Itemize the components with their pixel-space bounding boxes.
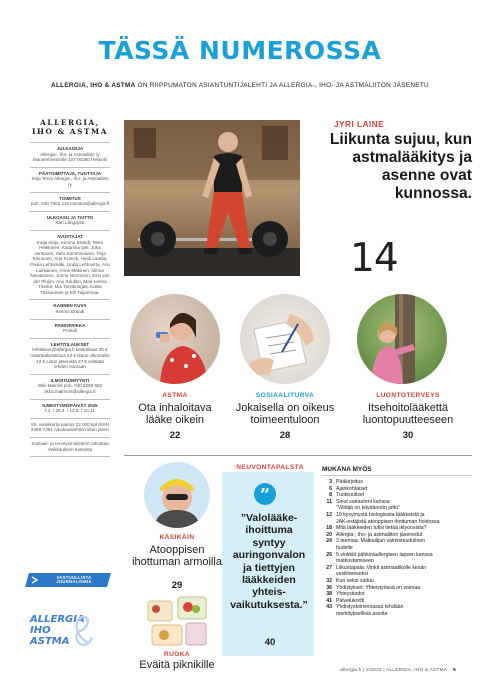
list-item-page: 8 xyxy=(329,492,332,499)
chevron-right-icon xyxy=(31,576,39,584)
list-item-title: Mitä lääkkeiden tulisi tietää iktyoosista? xyxy=(336,525,427,532)
divider xyxy=(322,475,472,476)
hero-headline: Liikunta sujuu, kun astmalääkitys ja asenne ovat kunnossa. xyxy=(329,131,472,202)
feature-page-number: 30 xyxy=(402,430,414,441)
list-item-page: 26 xyxy=(326,551,332,558)
list-item-title: 3 teemaa: Matkailijan valmisteuduiloen xyxy=(336,538,426,545)
masthead-group xyxy=(30,303,110,319)
list-item xyxy=(322,591,472,598)
feature-category: SOSIAALITURVA xyxy=(255,392,315,399)
list-item xyxy=(322,578,472,585)
magazine-logo-text: ALLERGIA, IHO & ASTMA xyxy=(31,118,109,136)
divider xyxy=(30,230,110,231)
allergia-logo: ALLERGIA IHO ASTMA xyxy=(30,611,110,661)
list-item-title: Kun seksi sattuu xyxy=(336,577,375,584)
feature-headline: Itsehoitolääkettä luontopuutteeseen xyxy=(362,402,454,426)
list-item xyxy=(322,611,472,618)
masthead-group-head: PÄÄTOIMITTAJA, TUOTTAJA xyxy=(38,170,102,176)
masthead-group-head: AVUSTAJAT xyxy=(56,233,83,239)
ruoka-headline: Eväitä piknikille xyxy=(139,659,215,671)
divider xyxy=(30,437,110,438)
list-item xyxy=(322,512,472,519)
list-item-title: hudelle xyxy=(336,544,353,551)
hero-page-number: 14 xyxy=(350,236,398,281)
masthead-group xyxy=(30,342,110,375)
masthead-group xyxy=(30,215,110,231)
list-item-page: 3 xyxy=(329,479,332,485)
list-item-title: matkustamiseen xyxy=(336,558,374,565)
divider xyxy=(30,319,110,320)
masthead-group-text: Printall xyxy=(62,328,78,334)
list-item-title: merkityksellisiä asioita xyxy=(336,610,388,617)
list-item-title: Yhdistykset: Yhteistyössä on voimaa xyxy=(336,584,421,591)
divider xyxy=(30,374,110,375)
list-item-page xyxy=(322,558,332,565)
masthead-group xyxy=(30,403,110,419)
divider xyxy=(30,192,110,193)
masthead-group xyxy=(30,323,110,339)
list-item-page xyxy=(322,519,332,526)
masthead-group-text: puh. 040 7302 118 toimitus@allergia.fi xyxy=(30,201,110,207)
list-item-title: Ajankohtaiset xyxy=(336,485,368,492)
list-item-page: 6 xyxy=(329,485,332,492)
page-subtitle xyxy=(0,82,480,89)
badge-text: VASTUULLISTA JOURNALISMIA xyxy=(56,575,92,585)
list-item xyxy=(322,558,472,565)
masthead-group-head: TOIMITUS xyxy=(59,195,81,201)
advice-column-quote: ”Valolääke-ihoittuma syntyy auringonvalon ja tiettyjen lääkkeiden yhteis-vaikutuksesta.” xyxy=(230,512,308,611)
list-item-title: Allergia-, iho- ja astmaliiton jäsenedut xyxy=(336,531,423,538)
list-item xyxy=(322,486,472,493)
subtitle-text: ON RIIPPUMATON ASIANTUNTIJALEHTI JA ALLERGIA-, IHO- JA ASTMALIITON JÄSENETU xyxy=(135,82,429,89)
feature-headline: Jokaisella on oikeus toimeentuloon xyxy=(235,402,335,426)
list-item-page xyxy=(322,545,332,552)
divider xyxy=(124,455,472,456)
list-item xyxy=(322,598,472,605)
masthead-group-text: Allergia-, Iho- ja Astmaliitto ry Mannerheimintie 107 00280 Helsinki xyxy=(32,151,108,163)
feature-photo-paperwork xyxy=(240,294,330,384)
list-item-page: 11 xyxy=(326,498,332,505)
list-item-title: Pääkirjoitus xyxy=(336,479,363,485)
feature-headline: Ota inhaloitava lääke oikein xyxy=(138,402,212,426)
also-included-list xyxy=(322,479,472,617)
list-item-title: JAK-estäjistä atooppisen ihottuman hoidossa xyxy=(336,518,440,525)
feature-page-number: 22 xyxy=(169,430,181,441)
ruoka-category: RUOKA xyxy=(163,651,191,658)
list-item-title: 5 vinkkiä pähkinäallergisen lapsen kanssa xyxy=(336,551,433,558)
list-item-title: vesiliireeseksi xyxy=(336,571,368,578)
masthead-group-text: Katja Aloja, Kimmo Brandt, Risto Heikkinen, Katariina Ijäs, Juha Jantunen, Satu Kammovaara, Teija Kinnunen, Arja Kranck, Heidi Laurila, Paula Lehtomäki, Linda Lehtovirta, Anu Lukkainen, Anne Mäkinen, Minna Nevalainen, Jonna Nurminen, Essi van der Pluijm, Anu Saukko, Mari-Leena Tänikä, Mia Tarvikungas, Kaisa Tossaninen ja Elli Tuijanmaa. xyxy=(30,239,110,295)
footer-text: allergia.fi | 2/2025 | ALLERGIA, IHO & ASTMA xyxy=(340,668,448,673)
masthead-group-text: lehtitilaus@allergia.fi kestotilaus 35 € määräaikaistilaus 42 € tilaus ulkomaille 42 € Liiton jäsenistä 27 € sisältää lehden suoraan xyxy=(30,347,110,370)
divider xyxy=(30,418,110,419)
list-item-page: 32 xyxy=(326,577,332,584)
masthead-group-head: KANNEN KUVA xyxy=(53,303,87,309)
list-item-page: 12 xyxy=(326,511,332,518)
feature-category: LUONTOTERVEYS xyxy=(376,392,440,399)
list-item xyxy=(322,519,472,526)
list-item xyxy=(322,571,472,578)
list-item-title: Tuoteuutiset xyxy=(336,492,365,499)
list-item-page: 43 xyxy=(326,604,332,611)
kasikain-page: 29 xyxy=(171,580,183,591)
masthead-group-text: 7.2. / 25.4. / 12.9. / 10.11. xyxy=(43,408,96,414)
masthead-group-text: Kari Långqvist xyxy=(55,220,85,226)
divider xyxy=(30,338,110,339)
list-item xyxy=(322,552,472,559)
advice-column-category: NEUVONTAPALSTA xyxy=(236,464,304,471)
list-item-page: 24 xyxy=(326,538,332,545)
divider xyxy=(30,299,110,300)
list-item-page xyxy=(322,611,332,618)
list-item-title: Sinut sairauteni kanssa xyxy=(336,498,390,505)
list-item-title: Yhteystiedot xyxy=(336,591,365,598)
list-item-page: 18 xyxy=(326,525,332,532)
masthead-group-head: JULKAISIJA xyxy=(56,146,84,151)
list-item-page: 38 xyxy=(326,591,332,598)
advice-column-page: 40 xyxy=(264,637,276,648)
masthead-group xyxy=(30,441,110,457)
page-title: TÄSSÄ NUMEROSSA xyxy=(98,36,382,65)
list-item-title: Palvelukortti xyxy=(336,597,365,604)
masthead-group xyxy=(30,422,110,438)
feature-photo-inhaler xyxy=(130,294,220,384)
divider xyxy=(30,142,110,143)
ampersand-logo-mark xyxy=(70,613,94,649)
masthead-group xyxy=(30,234,110,301)
list-item xyxy=(322,565,472,572)
feature-page-number: 28 xyxy=(279,430,291,441)
list-item xyxy=(322,492,472,499)
divider xyxy=(30,211,110,212)
masthead-groups xyxy=(30,146,110,457)
divider xyxy=(30,167,110,168)
masthead-group-text: Kimmo Brandt xyxy=(55,309,85,315)
list-item-page: 27 xyxy=(326,564,332,571)
feature-category: ASTMA xyxy=(162,392,188,399)
list-item xyxy=(322,532,472,539)
list-item xyxy=(322,545,472,552)
also-included-heading: MUKANA MYÖS xyxy=(322,466,372,473)
masthead-group-head: PAINOPAIKKA xyxy=(54,322,86,328)
hero-photo-weightlifter xyxy=(124,120,300,276)
masthead-group xyxy=(30,146,110,168)
list-item xyxy=(322,505,472,512)
quote-icon xyxy=(254,483,276,505)
list-item xyxy=(322,604,472,611)
list-item-page: 20 xyxy=(326,531,332,538)
list-item xyxy=(322,538,472,545)
masthead-group-head: LEHTITILAUKSET xyxy=(50,341,90,347)
masthead-group-head: ILMOITUSMYYNTI xyxy=(50,377,90,383)
masthead-group-head: ULKOASU JA TAITTO xyxy=(46,214,94,220)
subtitle-brand: ALLERGIA, IHO & ASTMA xyxy=(51,82,136,89)
list-item-page xyxy=(322,505,332,512)
masthead-group-text: Sosiaali- ja terveysministeriö rahoittaa Veikkauksen tuotoista xyxy=(31,440,109,452)
masthead-group-text: Sirja Tervo Allergia-, Iho- ja Astmaliitto ry xyxy=(31,176,109,187)
ruoka-photo xyxy=(142,595,212,649)
masthead-group xyxy=(30,196,110,212)
list-item-title: 10 kysymystä biologisista lääkkeistä ja xyxy=(336,511,425,518)
list-item xyxy=(322,499,472,506)
page-footer xyxy=(296,668,456,673)
feature-photo-tree-hug xyxy=(357,294,447,384)
kasikain-headline: Atooppisen ihottuman armoilla xyxy=(132,544,222,568)
masthead-group-text: Wiki Mainos puh. 040 5255 662 ilkka.malmros@allergia.fi xyxy=(37,383,103,394)
masthead-group-head: ILMESTYMISPÄIVÄT 2025 xyxy=(42,402,98,408)
list-item-title: Yhdistystoiminnassa tehdään xyxy=(336,604,404,611)
list-item-page: 41 xyxy=(326,597,332,604)
list-item-title: Liikuntapala: Vinkit astmaatikolle kesän xyxy=(336,564,427,571)
svg-text:”: ” xyxy=(259,485,271,505)
masthead-group xyxy=(30,378,110,400)
divider xyxy=(30,399,110,400)
masthead-group xyxy=(30,171,110,193)
masthead-sidebar xyxy=(30,118,110,460)
list-item xyxy=(322,525,472,532)
list-item-page: 36 xyxy=(326,584,332,591)
list-item xyxy=(322,585,472,592)
list-item-page xyxy=(322,571,332,578)
footer-page-number: 5 xyxy=(453,668,456,673)
kasikain-category: KÄSIKÄIN xyxy=(159,534,195,541)
kasikain-photo xyxy=(144,462,210,528)
divider xyxy=(30,456,110,457)
list-item xyxy=(322,479,472,486)
masthead-group-text: 55. vuosikerta painos 22 000 kpl ISSN 2489-7361 Aikakauslehtien liiton jäsen xyxy=(30,421,110,433)
list-item-title: ”Viiltäjä on käydännön juttu” xyxy=(336,505,400,512)
hero-byline: JYRI LAINE xyxy=(334,119,385,129)
